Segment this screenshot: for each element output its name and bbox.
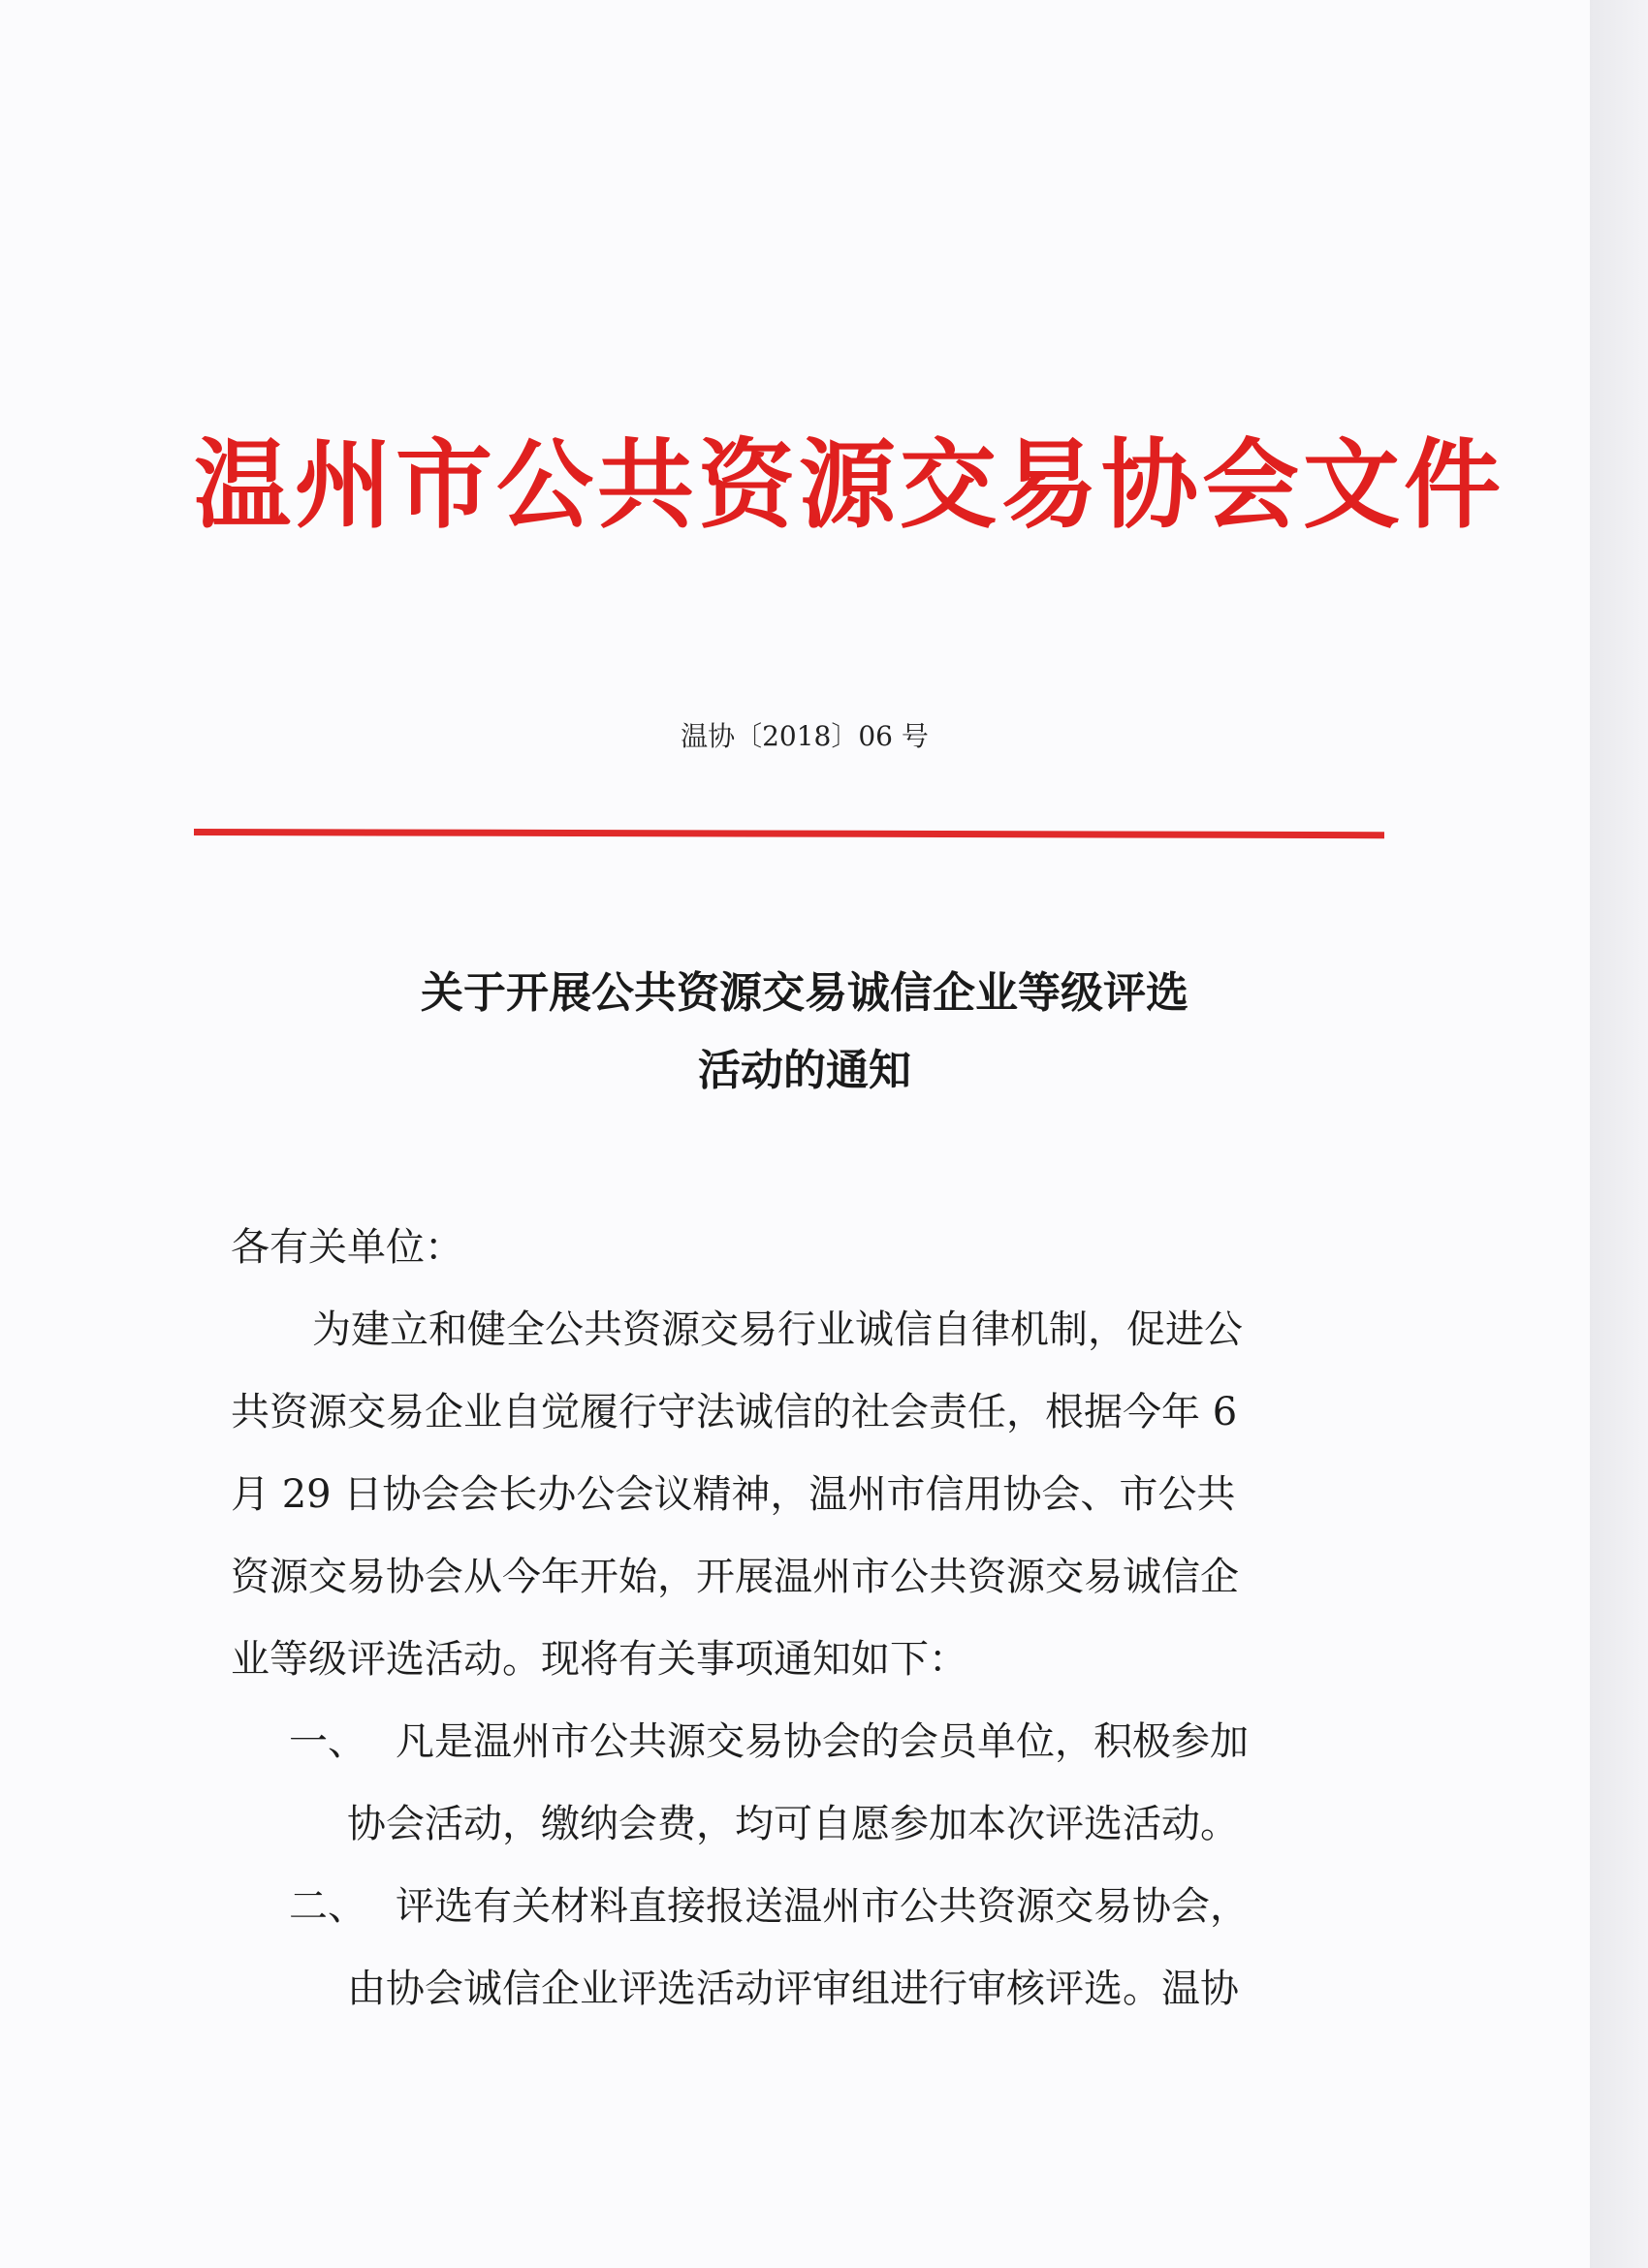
list-item-1: [231, 1701, 1355, 1866]
list-item-2: [231, 1866, 1355, 2031]
list-item-text: 由协会诚信企业评选活动评审组进行审核评选。温协: [347, 1967, 1239, 2011]
paragraph-line: 共资源交易企业自觉履行守法诚信的社会责任，根据今年 6: [231, 1390, 1238, 1434]
page-edge: [1590, 0, 1648, 2268]
paragraph-line: 业等级评选活动。现将有关事项通知如下：: [231, 1637, 967, 1682]
list-item-text: 评选有关材料直接报送温州市公共资源交易协会，: [396, 1884, 1249, 1929]
paragraph-line: 月 29 日协会会长办公会议精神，温州市信用协会、市公共: [231, 1472, 1236, 1517]
notice-body: [231, 1207, 1355, 2031]
paragraph-line: 为建立和健全公共资源交易行业诚信自律机制，促进公: [312, 1307, 1243, 1352]
list-marker: 二、: [289, 1884, 366, 1929]
document-masthead: 温州市公共资源交易协会文件: [194, 427, 1505, 542]
notice-title-line-1: 关于开展公共资源交易诚信企业等级评选: [421, 968, 1188, 1018]
notice-title: [252, 955, 1357, 1110]
list-marker: 一、: [289, 1719, 366, 1764]
salutation: 各有关单位：: [231, 1225, 463, 1270]
intro-paragraph: [231, 1289, 1355, 1701]
red-divider-rule: [194, 829, 1384, 838]
notice-title-line-2: 活动的通知: [698, 1046, 911, 1095]
paragraph-line: 资源交易协会从今年开始，开展温州市公共资源交易诚信企: [231, 1555, 1239, 1599]
list-item-text: 凡是温州市公共源交易协会的会员单位，积极参加: [396, 1719, 1249, 1764]
document-number: 温协〔2018〕06 号: [681, 720, 929, 752]
list-item-text: 协会活动，缴纳会费，均可自愿参加本次评选活动。: [347, 1802, 1239, 1846]
